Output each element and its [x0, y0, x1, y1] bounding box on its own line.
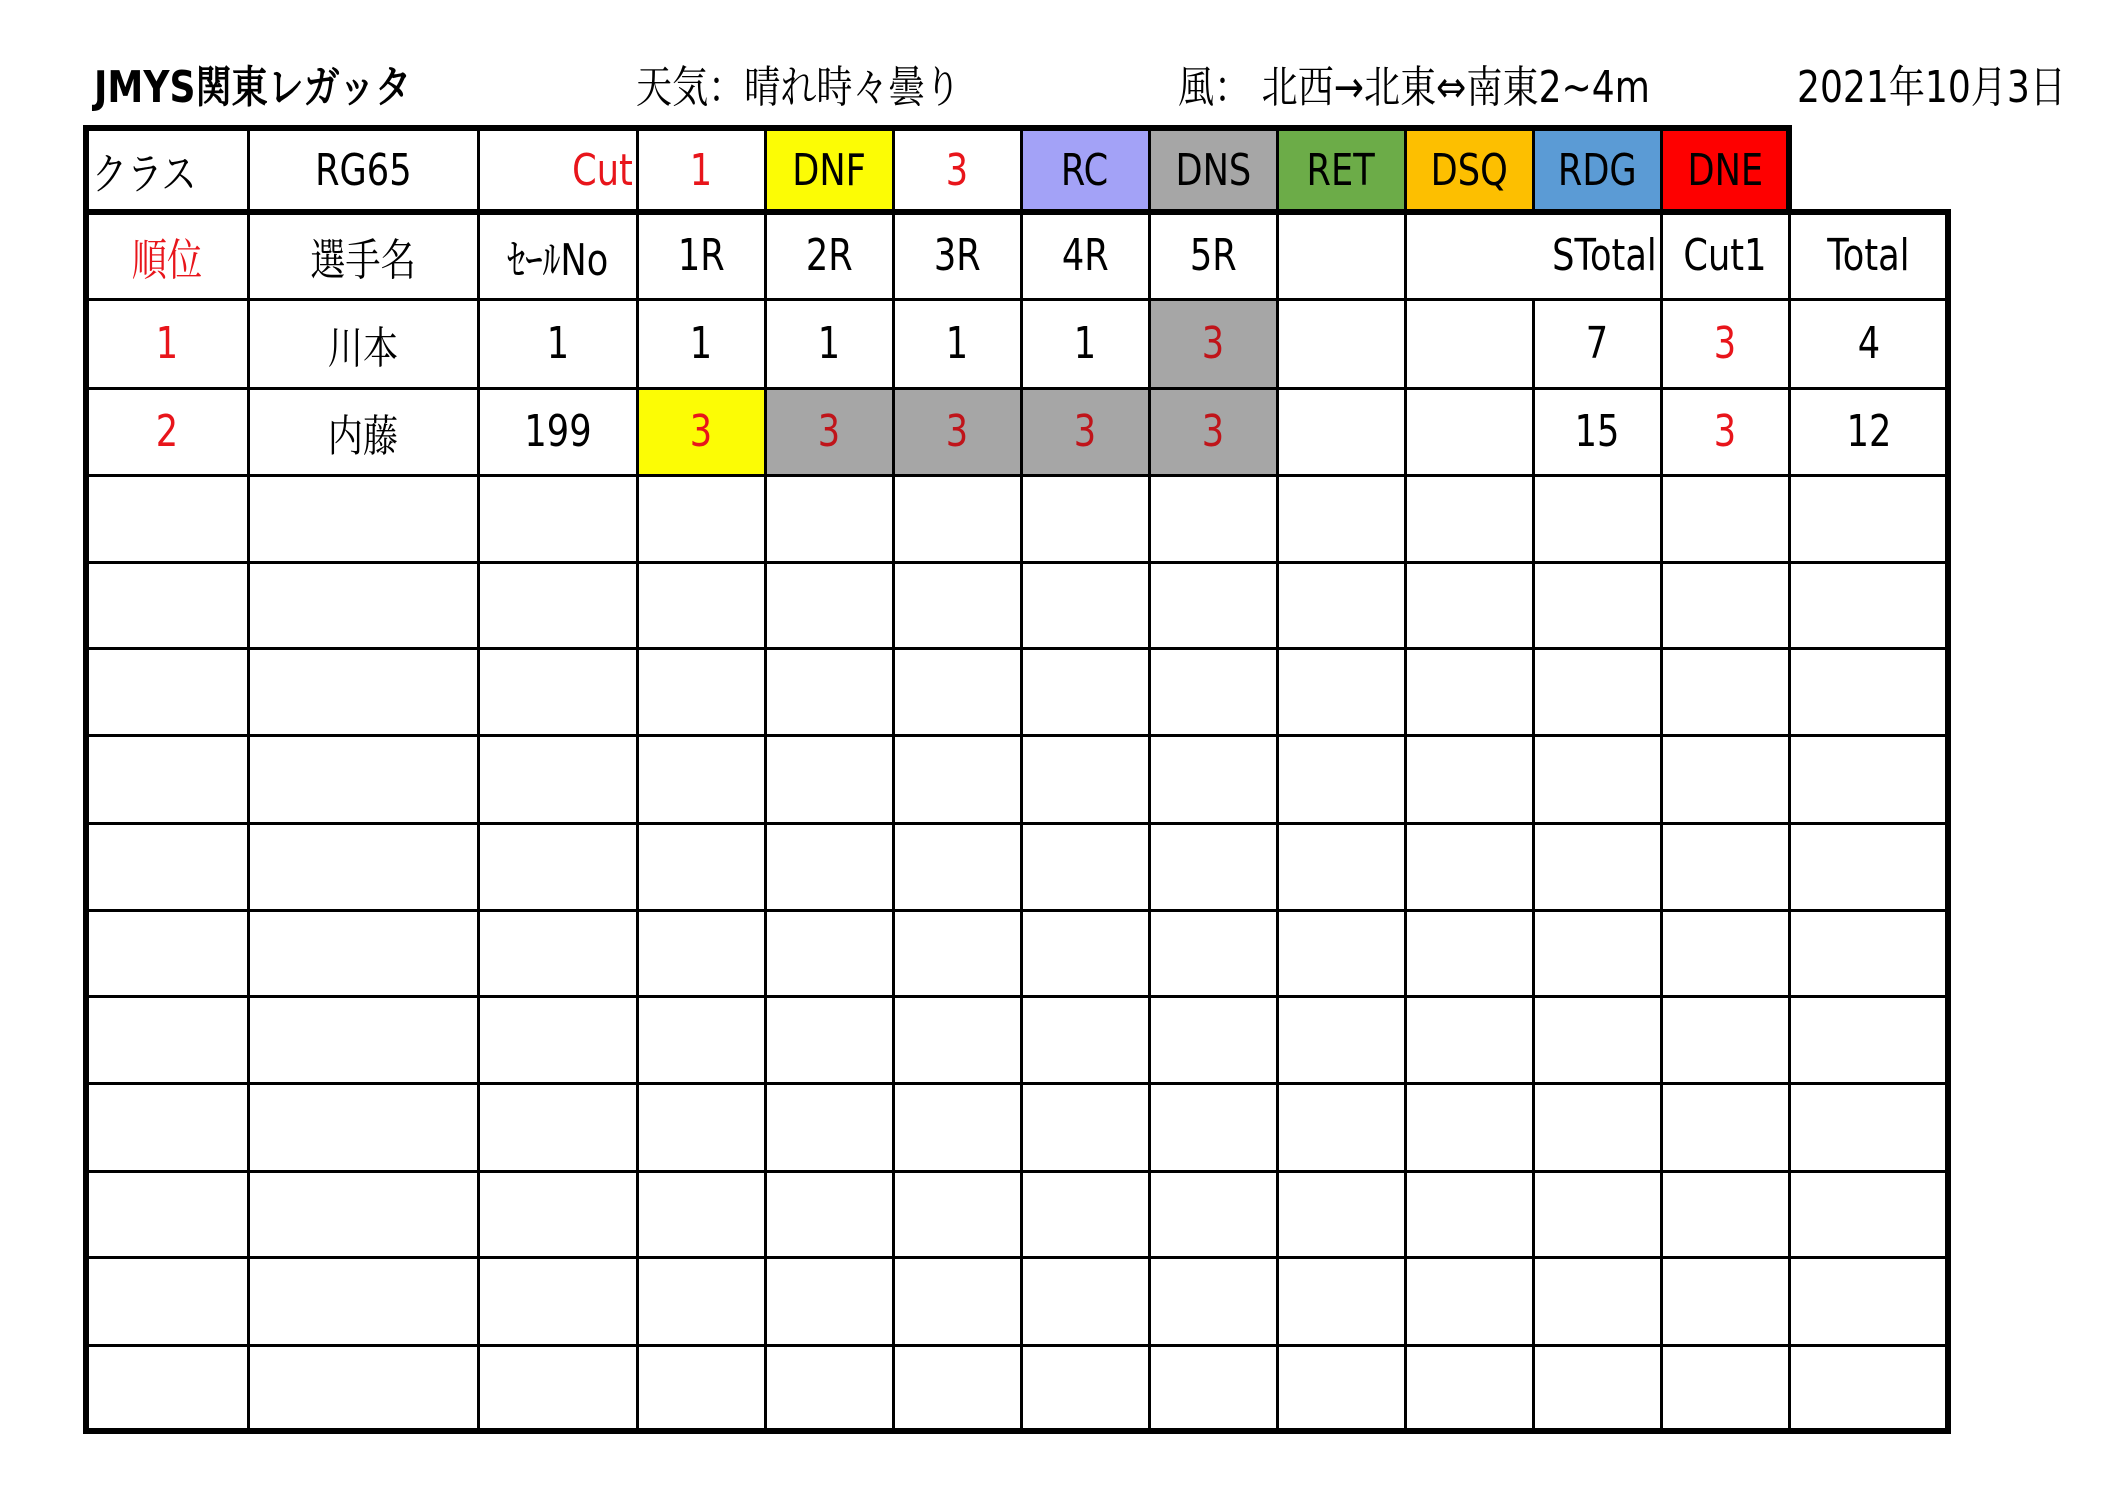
- table-row-cell-text: 15: [1574, 406, 1620, 457]
- column-divider: [1660, 211, 1663, 1433]
- legend-cell: [478, 128, 637, 212]
- table-row-cell: [1789, 388, 1948, 475]
- legend-cell: [1405, 128, 1533, 212]
- table-row-cell-text: 4: [1857, 318, 1880, 369]
- legend-cell-text: クラス: [92, 149, 197, 200]
- column-divider: [636, 211, 639, 1433]
- header-cell-text: ｾｰﾙNo: [507, 234, 608, 286]
- table-row-cell: [765, 388, 893, 475]
- table-row-cell-text: 1: [155, 318, 179, 369]
- table-row-cell: [893, 299, 1021, 388]
- table-row-cell: [637, 299, 765, 388]
- weather-info: 天気：晴れ時々曇り: [636, 62, 961, 113]
- legend-cell: [1021, 128, 1149, 212]
- legend-cell-text: DNS: [1175, 144, 1251, 196]
- legend-cell: [765, 128, 893, 212]
- legend-divider: [83, 125, 89, 215]
- header-cell-text: 順位: [131, 234, 203, 286]
- race-date: 2021年10月3日: [1797, 62, 2066, 113]
- table-row-cell: [1149, 388, 1277, 475]
- header-cell: [1149, 212, 1277, 299]
- legend-cell: [1661, 128, 1789, 212]
- table-row-cell: [478, 388, 637, 475]
- table-row-cell: [1661, 388, 1789, 475]
- table-row-cell-text: 7: [1585, 318, 1609, 369]
- legend-divider: [1786, 125, 1792, 215]
- table-bottom-border: [83, 1428, 1951, 1434]
- legend-cell: [1277, 128, 1405, 212]
- header-cell: [248, 212, 478, 299]
- header-cell: [893, 212, 1021, 299]
- legend-divider: [764, 127, 767, 214]
- wind-info: 風： 北西→北東⇔南東2~4m: [1178, 62, 1650, 113]
- legend-cell: [637, 128, 765, 212]
- row-divider: [85, 1344, 1950, 1347]
- column-divider: [1148, 211, 1151, 1433]
- column-divider: [1788, 211, 1791, 1433]
- table-row-cell-text: 1: [817, 318, 841, 369]
- column-divider: [1276, 211, 1279, 1433]
- table-row-cell: [1405, 388, 1533, 475]
- table-row-cell-text: 3: [817, 406, 841, 457]
- table-row-cell-text: 3: [1073, 406, 1097, 457]
- table-row-cell: [1533, 388, 1661, 475]
- table-row-cell-text: 1: [689, 318, 713, 369]
- column-divider: [1404, 211, 1407, 1433]
- legend-cell-text: RET: [1306, 144, 1376, 196]
- table-row-cell: [1277, 388, 1405, 475]
- row-divider: [85, 1082, 1950, 1085]
- row-divider: [85, 647, 1950, 650]
- table-row-cell-text: 3: [1201, 406, 1225, 457]
- legend-cell-text: 3: [945, 144, 969, 196]
- row-divider: [85, 561, 1950, 564]
- column-divider: [764, 211, 767, 1433]
- header-cell: [1661, 212, 1789, 299]
- header-cell-text: 2R: [805, 230, 853, 281]
- table-row-cell: [1021, 388, 1149, 475]
- column-divider: [1532, 298, 1535, 1433]
- table-row-cell-text: 3: [1201, 318, 1225, 369]
- table-row-cell: [1661, 299, 1789, 388]
- table-row-cell: [637, 388, 765, 475]
- header-cell: [1405, 212, 1661, 299]
- legend-cell-text: Cut: [572, 144, 633, 196]
- header-cell-text: 3R: [933, 230, 981, 281]
- legend-divider: [1660, 127, 1663, 214]
- table-row-cell: [1021, 299, 1149, 388]
- legend-divider: [477, 127, 480, 214]
- legend-cell: [1149, 128, 1277, 212]
- table-row-cell: [86, 388, 248, 475]
- header-cell: [86, 212, 248, 299]
- table-row-cell: [1149, 299, 1277, 388]
- table-row-cell: [1789, 299, 1948, 388]
- legend-cell-text: DNF: [792, 144, 866, 196]
- table-row-cell: [248, 388, 478, 475]
- row-divider: [85, 387, 1950, 390]
- legend-divider: [636, 127, 639, 214]
- regatta-title: JMYS関東レガッタ: [94, 62, 412, 113]
- column-divider: [247, 211, 250, 1433]
- row-divider: [85, 734, 1950, 737]
- legend-cell-text: 1: [689, 144, 713, 196]
- legend-cell-text: RDG: [1557, 144, 1637, 196]
- row-divider: [85, 909, 1950, 912]
- row-divider: [85, 474, 1950, 477]
- table-row-cell: [1277, 299, 1405, 388]
- table-row-cell: [478, 299, 637, 388]
- legend-cell: [1533, 128, 1661, 212]
- column-divider: [477, 211, 480, 1433]
- table-row-cell: [86, 299, 248, 388]
- table-row-cell-text: 12: [1846, 406, 1891, 457]
- legend-divider: [1148, 127, 1151, 214]
- header-cell: [765, 212, 893, 299]
- legend-divider: [1404, 127, 1407, 214]
- legend-cell-text: DSQ: [1430, 144, 1508, 196]
- legend-divider: [892, 127, 895, 214]
- table-row-cell: [893, 388, 1021, 475]
- header-cell-text: 5R: [1189, 230, 1237, 281]
- legend-cell: [86, 128, 248, 212]
- table-row-cell: [248, 299, 478, 388]
- legend-top-border: [83, 125, 1792, 131]
- header-cell-text: 4R: [1061, 230, 1109, 281]
- legend-divider: [1020, 127, 1023, 214]
- column-divider: [83, 209, 89, 1434]
- table-top-border: [83, 209, 1951, 215]
- legend-cell-text: DNE: [1687, 144, 1763, 196]
- header-cell-text: 1R: [677, 230, 725, 281]
- table-row-cell: [1405, 299, 1533, 388]
- header-cell: [1277, 212, 1405, 299]
- header-cell-text: Cut1: [1683, 230, 1767, 281]
- header-cell: [1789, 212, 1948, 299]
- table-row-cell-text: 3: [945, 406, 969, 457]
- table-row-cell-text: 内藤: [327, 410, 399, 462]
- row-divider: [85, 298, 1950, 301]
- table-row-cell-text: 3: [1713, 318, 1737, 369]
- legend-cell: [248, 128, 478, 212]
- table-row-cell-text: 1: [546, 318, 569, 369]
- table-row-cell-text: 3: [1713, 406, 1737, 457]
- column-divider: [892, 211, 895, 1433]
- table-row-cell-text: 2: [155, 406, 179, 457]
- table-row-cell: [765, 299, 893, 388]
- header-cell: [637, 212, 765, 299]
- legend-cell-text: RG65: [314, 144, 412, 196]
- column-divider: [1945, 209, 1951, 1434]
- table-row-cell-text: 川本: [327, 322, 399, 374]
- column-divider: [1020, 211, 1023, 1433]
- table-row-cell-text: 3: [689, 406, 713, 457]
- table-row-cell-text: 1: [1073, 318, 1097, 369]
- header-cell-text: Total: [1827, 230, 1910, 281]
- row-divider: [85, 1170, 1950, 1173]
- row-divider: [85, 1256, 1950, 1259]
- legend-divider: [1276, 127, 1279, 214]
- header-cell-text: 選手名: [310, 234, 416, 286]
- legend-cell: [893, 128, 1021, 212]
- row-divider: [85, 822, 1950, 825]
- row-divider: [85, 995, 1950, 998]
- legend-divider: [247, 127, 250, 214]
- header-cell: [478, 212, 637, 299]
- header-cell-text: STotal: [1552, 230, 1657, 281]
- header-cell: [1021, 212, 1149, 299]
- table-row-cell: [1533, 299, 1661, 388]
- legend-cell-text: RC: [1061, 144, 1109, 196]
- legend-divider: [1532, 127, 1535, 214]
- table-row-cell-text: 199: [523, 406, 592, 457]
- table-row-cell-text: 1: [945, 318, 969, 369]
